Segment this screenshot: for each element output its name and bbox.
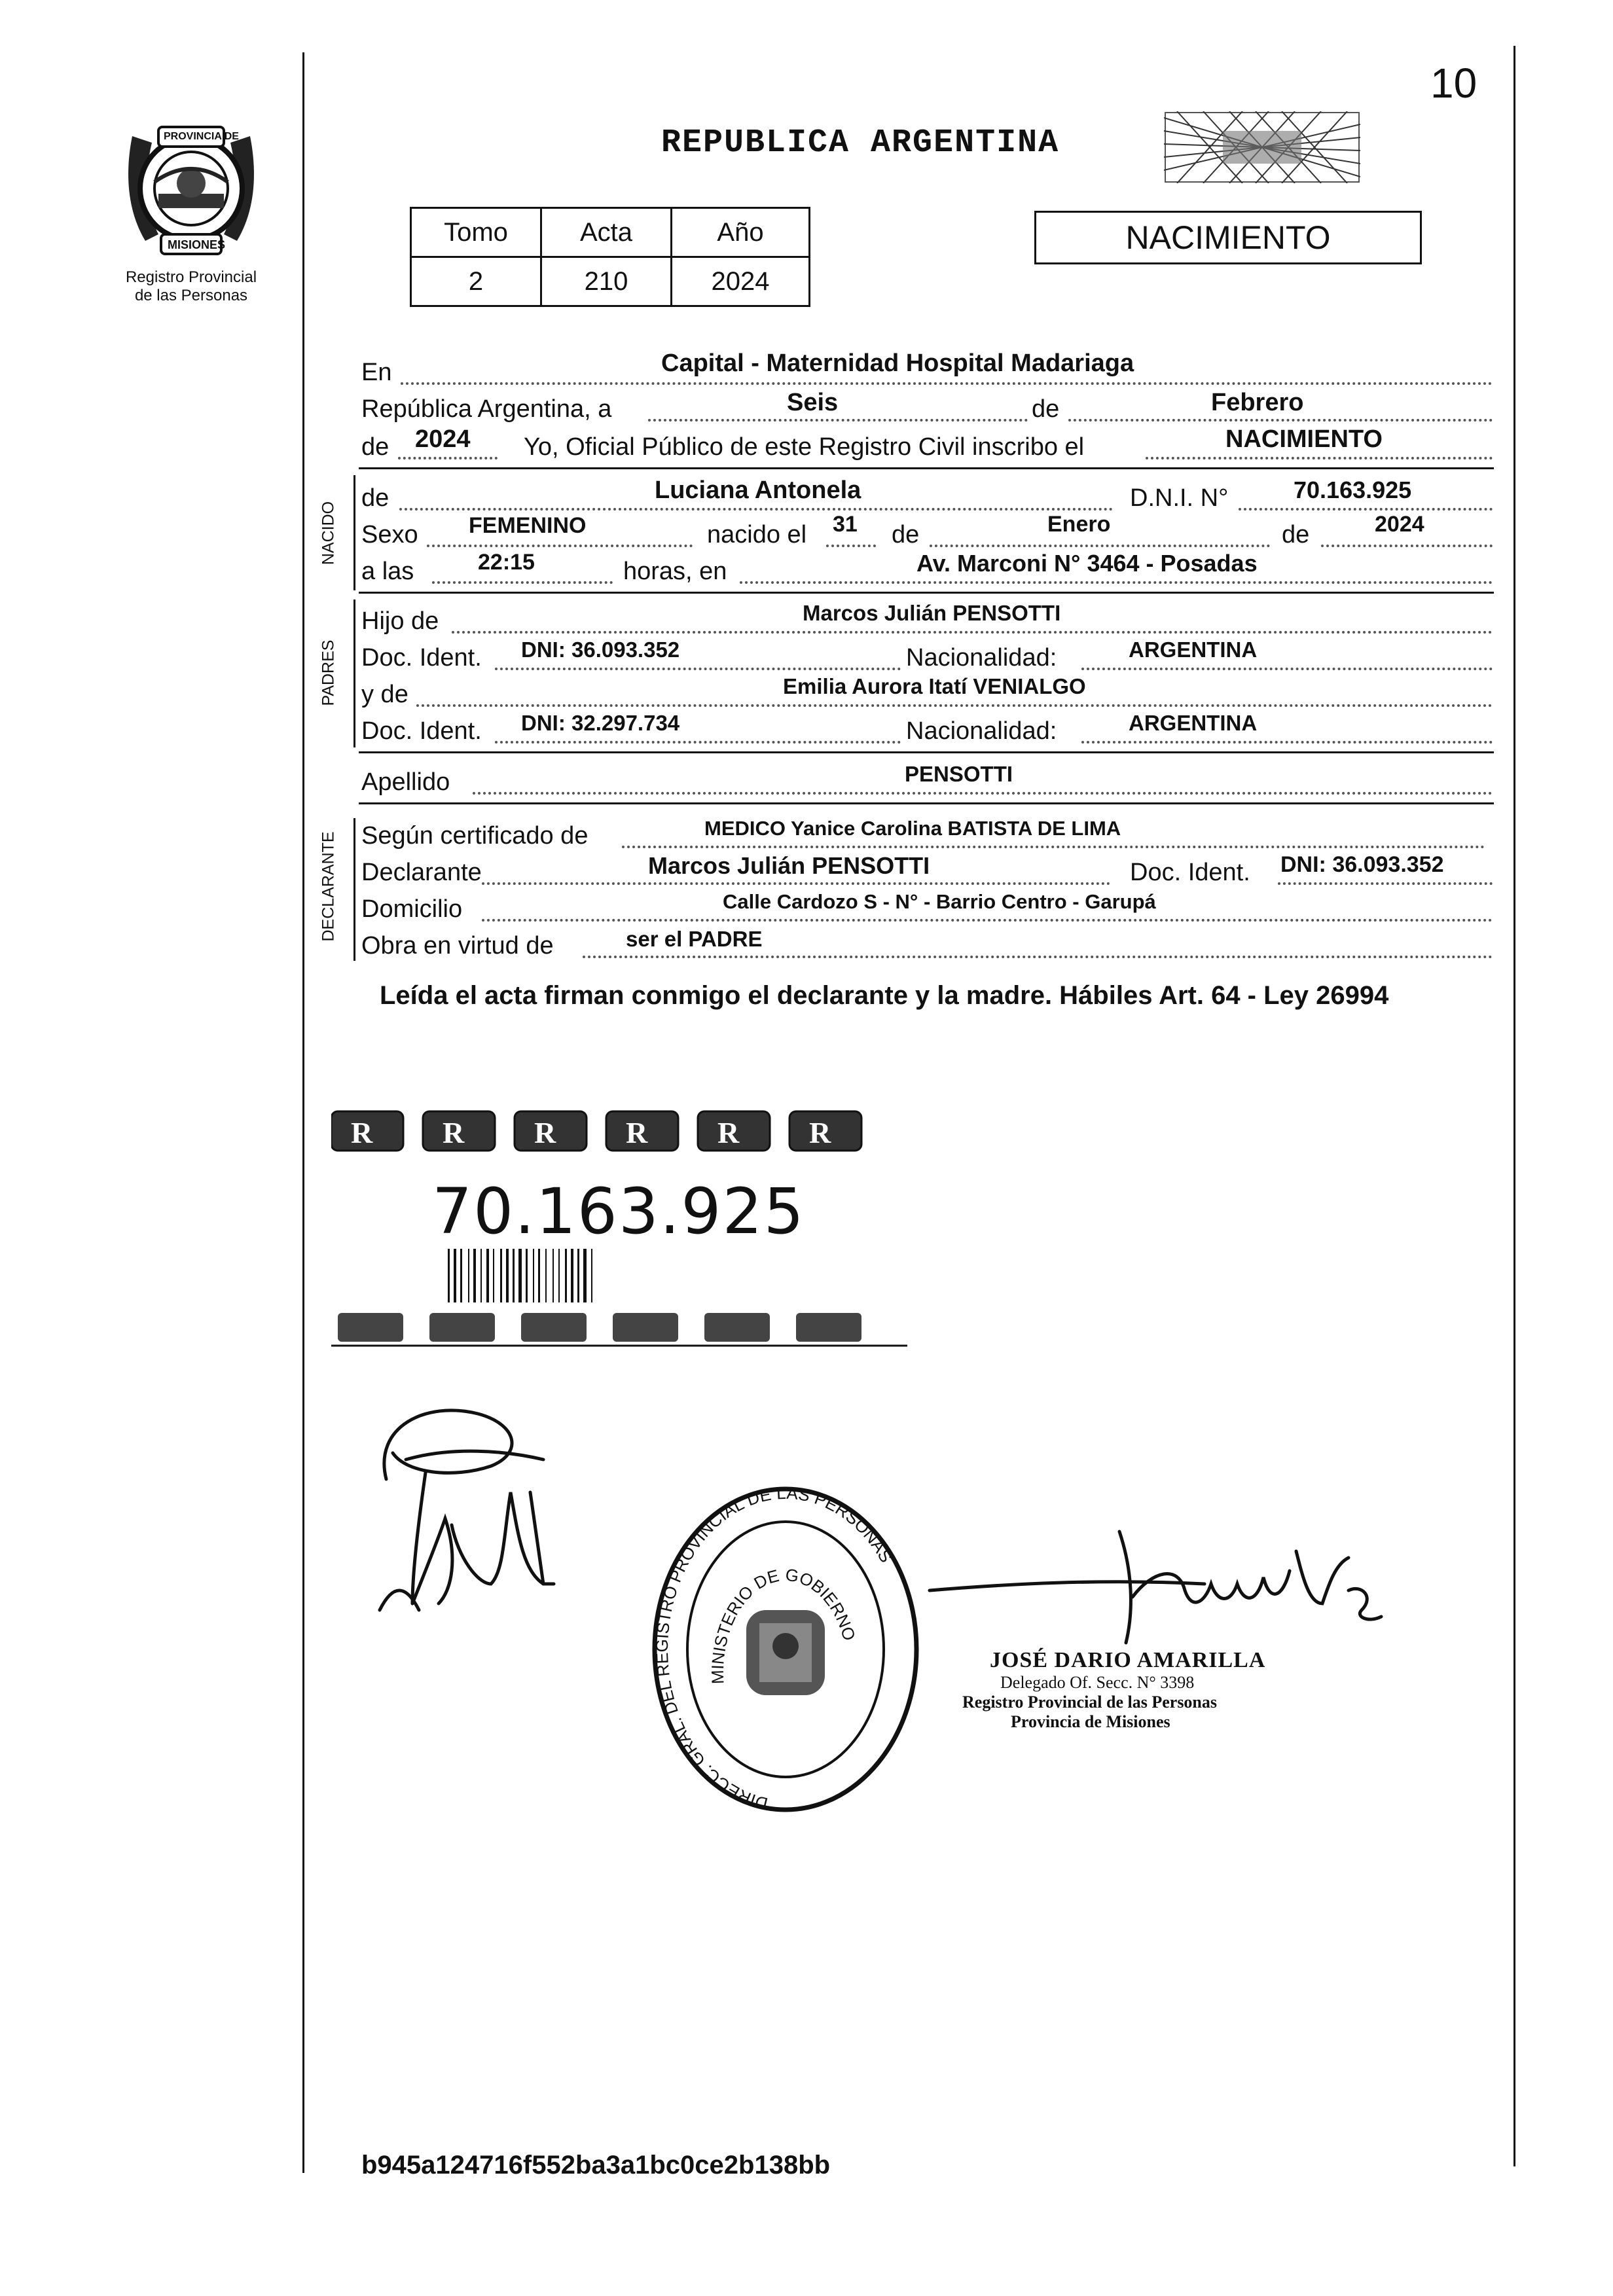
officer-province: Provincia de Misiones [1011,1712,1170,1731]
name-dots [399,508,1113,511]
divider-1 [359,467,1494,469]
padres-bracket [353,600,355,747]
de-label-1: de [1032,395,1060,423]
mother-dots [416,704,1493,707]
divider-4 [359,802,1494,804]
barcode-bar [583,1249,587,1302]
ref-value-tomo: 2 [411,257,541,306]
barcode-bar [506,1249,509,1302]
nacido-el-label: nacido el [707,521,807,548]
month-dots [1068,419,1493,422]
father-dots [452,631,1493,634]
closing-statement: Leída el acta firman conmigo el declarante y la madre. Hábiles Art. 64 - Ley 26994 [380,981,1389,1010]
time-dots [432,581,613,584]
ref-header-tomo: Tomo [411,208,541,257]
right-margin-line [1513,46,1515,2166]
decl-dots [482,882,1110,885]
barcode-bar [500,1249,502,1302]
birth-day-dots [826,545,876,547]
divider-2 [359,592,1494,594]
barcode-bar [565,1249,567,1302]
cert-label: Según certificado de [361,822,589,850]
place-dots [740,581,1493,584]
barcode-bar [460,1249,462,1302]
mother-doc-dots [495,741,901,744]
inscribe-value: NACIMIENTO [1225,425,1383,453]
emblem-bottom-text: MISIONES [168,238,226,251]
officer-signature [903,1492,1388,1662]
barcode-bar [448,1249,450,1302]
father-doc: DNI: 36.093.352 [521,637,680,662]
nacido-de-label3: de [1282,521,1310,548]
horas-label: horas, en [623,558,727,585]
de-label-2: de [361,433,390,461]
decl-value: Marcos Julián PENSOTTI [648,852,930,879]
country-title: REPUBLICA ARGENTINA [661,124,1060,162]
sexo-dots [427,545,693,547]
inscribe-dots [1146,457,1493,459]
dom-dots [482,919,1493,922]
mother-doc-label: Doc. Ident. [361,717,482,745]
decl-doc: DNI: 36.093.352 [1280,852,1444,877]
mother-nat-dots [1081,741,1493,744]
svg-text:R: R [809,1116,831,1149]
seal-ring-text: DIRECC. GRAL. DEL REGISTRO PROVINCIAL DE LAS PERSONAS [651,1486,897,1814]
ref-header-anio: Año [672,208,810,257]
official-seal [648,1486,923,1826]
barcode-bar [454,1249,456,1302]
a-las-label: a las [361,558,414,585]
father-nat-label: Nacionalidad: [906,644,1057,672]
dni-dots [1239,508,1493,511]
registry-caption [113,268,270,305]
nacido-bracket [353,475,355,590]
nacido-label: NACIDO [319,501,338,565]
dom-value: Calle Cardozo S - N° - Barrio Centro - Garupá [723,890,1156,913]
officer-block [962,1648,1265,1732]
ref-header-acta: Acta [541,208,672,257]
stamp-serial: 70.163.925 [432,1175,805,1248]
birth-place: Av. Marconi N° 3464 - Posadas [916,550,1258,577]
father-doc-dots [495,668,901,670]
barcode-bar [486,1249,489,1302]
child-name: Luciana Antonela [655,476,861,504]
barcode-bar [513,1249,515,1302]
decl-label: Declarante [361,859,482,886]
apellido-value: PENSOTTI [905,762,1013,786]
barcode-bar [538,1249,540,1302]
father-nat: ARGENTINA [1129,637,1258,662]
cert-dots [622,846,1485,848]
province-emblem [113,110,270,267]
officer-role: Delegado Of. Secc. N° 3398 [1000,1673,1195,1692]
barcode-bar [473,1249,476,1302]
day-value: Seis [787,389,839,416]
mother-doc: DNI: 32.297.734 [521,711,680,735]
en-value: Capital - Maternidad Hospital Madariaga [661,350,1134,377]
obra-value: ser el PADRE [626,927,763,951]
father-name: Marcos Julián PENSOTTI [803,601,1061,625]
svg-text:R: R [443,1116,465,1149]
father-nat-dots [1081,668,1493,670]
declarante-label: DECLARANTE [319,831,338,942]
security-band-bottom [331,1309,920,1348]
en-label: En [361,359,392,386]
hijo-label: Hijo de [361,607,439,635]
left-margin-line [302,52,304,2173]
svg-text:R: R [626,1116,648,1149]
document-type-box: NACIMIENTO [1034,211,1422,264]
birth-time: 22:15 [478,550,535,575]
barcode-bar [571,1249,573,1302]
y-de-label: y de [361,681,408,708]
mother-name: Emilia Aurora Itatí VENIALGO [783,674,1086,698]
decl-doc-dots [1278,882,1493,885]
seal-inner-text: MINISTERIO DE GOBIERNO [707,1564,860,1685]
svg-text:R: R [351,1116,373,1149]
ref-value-anio: 2024 [672,257,810,306]
child-dni: 70.163.925 [1294,476,1412,503]
svg-text:R: R [717,1116,740,1149]
birth-day: 31 [833,512,858,537]
obra-dots [583,956,1493,958]
barcode-bar [518,1249,522,1302]
en-dots [401,382,1493,385]
padres-label: PADRES [319,639,338,706]
birth-year-dots [1321,545,1493,547]
dni-label: D.N.I. N° [1130,484,1229,512]
barcode [445,1246,733,1305]
declarante-bracket [353,818,355,961]
birth-month-dots [930,545,1270,547]
mother-nat: ARGENTINA [1129,711,1258,735]
nacido-de-label2: de [892,521,920,548]
barcode-bar [480,1249,482,1302]
barcode-bar [526,1249,528,1302]
emblem-top-text: PROVINCIA DE [164,131,239,142]
divider-3 [359,751,1494,753]
declarant-signature [347,1388,622,1662]
barcode-bar [468,1249,469,1302]
officer-registry: Registro Provincial de las Personas [962,1693,1218,1712]
birth-year: 2024 [1375,512,1424,537]
decl-doc-label: Doc. Ident. [1130,859,1250,886]
obra-label: Obra en virtud de [361,932,554,960]
month-value: Febrero [1211,389,1304,416]
day-dots [648,419,1028,422]
year-dots [398,457,498,459]
barcode-bar [493,1249,494,1302]
registry-caption-line1: Registro Provincial [125,268,257,286]
apellido-label: Apellido [361,768,450,796]
svg-text:R: R [534,1116,556,1149]
sexo-label: Sexo [361,521,418,548]
barcode-bar [591,1249,592,1302]
security-band-top [331,1100,920,1158]
officer-name: JOSÉ DARIO AMARILLA [990,1648,1266,1672]
birth-month: Enero [1047,512,1111,537]
ref-value-acta: 210 [541,257,672,306]
nacido-de-label: de [361,484,390,512]
barcode-bar [545,1249,547,1302]
official-text: Yo, Oficial Público de este Registro Civil inscribo el [524,433,1085,461]
dom-label: Domicilio [361,895,463,923]
sexo-value: FEMENINO [469,513,587,538]
republic-label: República Argentina, a [361,395,612,423]
apellido-dots [473,792,1493,795]
barcode-bar [577,1249,579,1302]
mother-nat-label: Nacionalidad: [906,717,1057,745]
barcode-bar [558,1249,560,1302]
year-value: 2024 [415,425,471,453]
reference-table [410,207,810,307]
cert-value: MEDICO Yanice Carolina BATISTA DE LIMA [704,817,1121,840]
father-doc-label: Doc. Ident. [361,644,482,672]
barcode-bar [553,1249,554,1302]
page-number: 10 [1430,60,1477,107]
security-stamp [1164,111,1360,183]
registry-caption-line2: de las Personas [134,287,248,304]
barcode-bar [533,1249,534,1302]
document-hash: b945a124716f552ba3a1bc0ce2b138bb [361,2151,831,2179]
